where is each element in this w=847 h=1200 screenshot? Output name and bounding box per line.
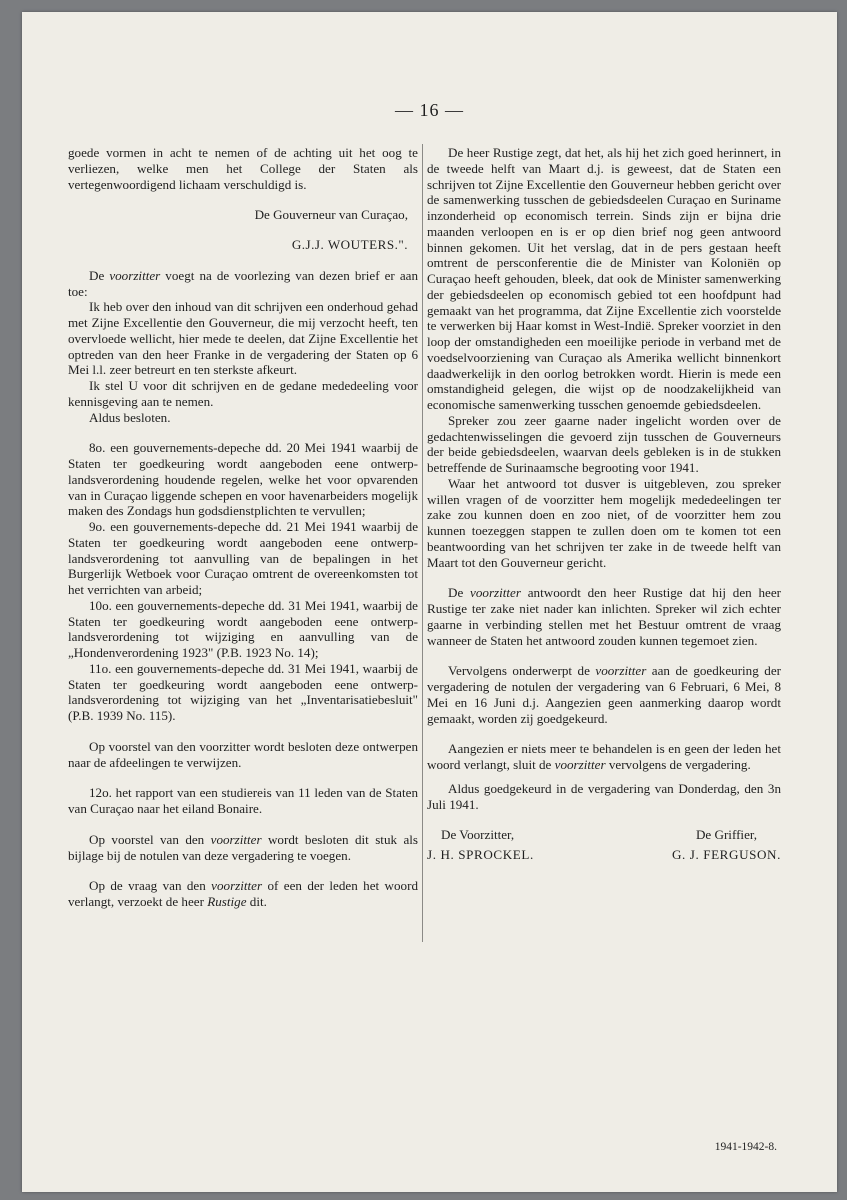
signature-block <box>427 827 781 863</box>
page-number: — 16 — <box>395 100 464 120</box>
clerk-name: G. J. FERGUSON. <box>671 847 781 862</box>
paragraph: Op de vraag van den voorzitter of een der leden het woord verlangt, verzoekt de heer Rustige dit. <box>68 878 418 909</box>
paragraph: Op voorstel van den voorzitter wordt besloten deze ontwerpen naar de afdeelingen te verwijzen. <box>68 738 418 770</box>
agenda-item-10: 10o. een gouvernements-depeche dd. 31 Mei 1941, waarbij de Staten ter goedkeuring wordt aangeboden eene ontwerp-landsverordening tot wijziging en aanvulling van de „Hondenverordening 1923" (P.B. 1923 No. 14); <box>68 597 418 660</box>
paragraph: De voorzitter antwoordt den heer Rustige dat hij den heer Rustige ter zake niet nader kan inlichten. Spreker wil zich echter gaarne in verbinding stellen met het Bestuur omtrent de vraag wanneer de Staten het antwoord zouden kunnen tegemoet zien. <box>427 585 781 648</box>
left-column <box>68 145 418 910</box>
agenda-item-11: 11o. een gouvernements-depeche dd. 31 Mei 1941, waarbij de Staten ter goedkeuring wordt aangeboden eene ontwerp-landsverordening tot wijziging van het „Inventarisatiebesluit" (P.B. 1939 No. 115). <box>68 660 418 723</box>
agenda-item-12: 12o. het rapport van een studiereis van 11 leden van de Staten van Curaçao naar het eiland Bonaire. <box>68 785 418 816</box>
paragraph: Ik stel U voor dit schrijven en de gedane mededeeling voor kennisgeving aan te nemen. <box>68 378 418 409</box>
paragraph: Vervolgens onderwerpt de voorzitter aan de goedkeuring der vergadering de notulen der vergadering van 6 Februari, 6 Mei, 8 Mei en 16 Juni d.j. Aangezien geen aanmerking daarop wordt gemaakt, worden zij goedgekeurd. <box>427 663 781 726</box>
paragraph: Spreker zou zeer gaarne nader ingelicht worden over de gedachtenwisselingen die gevoerd zijn tusschen de Gouverneurs der beide gebiedsdeelen, waarvan deels gebleken is in de stukken betreffende de Surinaamsche begrooting voor 1941. <box>427 412 781 475</box>
paragraph: De heer Rustige zegt, dat het, als hij het zich goed herinnert, in de tweede helft van Maart d.j. is geweest, dat de Staten een schrijven tot Zijne Excellentie den Gouverneur hebben gericht over de samenwerking tusschen de gebiedsdeelen Curaçao en Suriname inzonderheid op economisch terrein. Sinds zijn er bijna drie maanden verloopen en is er op dien brief nog geen antwoord binnen gekomen. Uit het verslag, dat in de pers gestaan heeft omtrent de persconferentie die de Minister van Koloniën op Curaçao heeft gehouden, bleek, dat ook de Minister samenwerking der gebiedsdeelen op economisch gebied tot een hoofdpunt had gemaakt van het programma, dat Zijne Excellentie zich voorstelde te verwerken bij Haar komst in West-Indië. Spreker voorziet in den loop der omstandigheden een moeilijke periode in verband met de voedselvoorziening van Curaçao als Amerika wellicht binnenkort daadwerkelijk in den oorlog betrokken wordt. Hierin is mede een omstandigheid gelegen, die wijst op de noodzakelijkheid van economische samenwerking tusschen genoemde gebiedsdeelen. <box>427 145 781 412</box>
agenda-item-9: 9o. een gouvernements-depeche dd. 21 Mei 1941 waarbij de Staten ter goedkeuring wordt aangeboden eene ontwerp-landsverordening tot aanvulling van de bepalingen in het Burgerlijk Wetboek voor Curaçao omtrent de overeenkomsten tot het verrichten van arbeid; <box>68 519 418 597</box>
column-divider <box>422 144 423 942</box>
paragraph: Waar het antwoord tot dusver is uitgebleven, zou spreker willen vragen of de voorzitter hem mogelijk mededeelingen ter zake zou kunnen doen en zoo niet, of de voorzitter hem zou kunnen toezeggen stappen te zullen doen om te komen tot een beantwoording van het schrijven ter zake in de tweede helft van Maart tot den Gouverneur gericht. <box>427 475 781 570</box>
right-column <box>427 145 781 863</box>
document-page <box>22 12 837 1192</box>
paragraph: Op voorstel van den voorzitter wordt besloten dit stuk als bijlage bij de notulen van deze vergadering te voegen. <box>68 831 418 863</box>
paragraph: Ik heb over den inhoud van dit schrijven een onderhoud gehad met Zijne Excellentie den Gouverneur, die mij verzocht heeft, ten overvloede wellicht, hier mede te deelen, dat Zijne Excellentie het optreden van den heer Franke in de vergadering der Staten op 6 Mei l.l. zeer betreurt en ten sterkste afkeurt. <box>68 299 418 378</box>
chairman-name: J. H. SPROCKEL. <box>427 847 534 862</box>
approval-line: Aldus goedgekeurd in de vergadering van Donderdag, den 3n Juli 1941. <box>427 780 781 812</box>
clerk-title: De Griffier, <box>695 827 757 843</box>
chairman-title: De Voorzitter, <box>441 827 515 843</box>
chairman-signature <box>427 827 534 863</box>
paragraph: Aldus besloten. <box>89 409 171 425</box>
agenda-item-8: 8o. een gouvernements-depeche dd. 20 Mei 1941 waarbij de Staten ter goedkeuring wordt aangeboden eene ontwerp-landsverordening houdende regelen, welke het voor opvarenden van in Curaçao liggende schepen en voor havenarbeiders mogelijk maken des Zondags hun godsdienstplichten te vervullen; <box>68 440 418 519</box>
governor-place: De Gouverneur van Curaçao, <box>254 207 408 223</box>
paragraph: De voorzitter voegt na de voorlezing van dezen brief er aan toe: <box>68 267 418 299</box>
print-code: 1941-1942-8. <box>714 1141 777 1153</box>
governor-signature: G.J.J. WOUTERS.". <box>291 237 408 252</box>
paragraph: Aangezien er niets meer te behandelen is en geen der leden het woord verlangt, sluit de voorzitter vervolgens de vergadering. <box>427 741 781 772</box>
paragraph: goede vormen in acht te nemen of de achting uit het oog te verliezen, welke men het College der Staten als vertegenwoordigend lichaam verschuldigd is. <box>68 145 418 192</box>
clerk-signature <box>672 827 781 863</box>
